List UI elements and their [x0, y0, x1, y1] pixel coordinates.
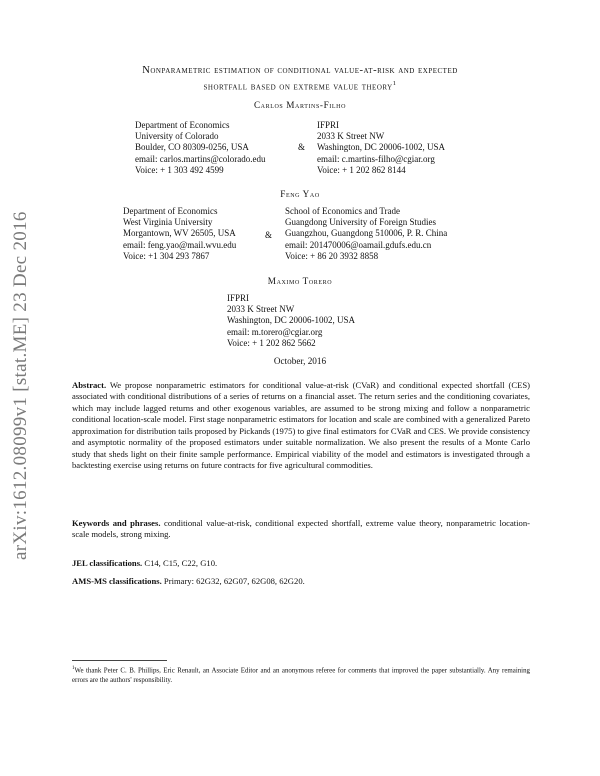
- ampersand-1: &: [298, 142, 306, 152]
- abstract-text: We propose nonparametric estimators for conditional value-at-risk (CVaR) and conditional expected shortfall (CES) associated with conditional distributions of a series of returns on a financial asset. The return series and the conditioning covariates, which may include lagged returns and other exogenous variables, are assumed to be strong mixing and follow a nonparametric conditional location-scale model. First stage nonparametric estimators for location and scale are combined with a generalized Pareto approximation for distribution tails proposed by Pickands (1975) to give final estimators for CVaR and CES. We provide consistency and asymptotic normality of the proposed estimators under suitable normalization. We also present the results of a Monte Carlo study that sheds light on their finite sample performance. Empirical viability of the model and estimators is investigated through a backtesting exercise using returns on future contracts for five agricultural commodities.: [72, 380, 530, 471]
- author-1-email-left: email: carlos.martins@colorado.edu: [135, 153, 266, 164]
- ampersand-2: &: [265, 230, 273, 240]
- author-1-affiliation-right: IFPRI 2033 K Street NW Washington, DC 20006-1002, USA email: c.martins-filho@cgiar.org Voice: + 1 202 862 8144: [317, 120, 446, 175]
- paper-title: [0, 64, 600, 94]
- author-3-affiliation: IFPRI 2033 K Street NW Washington, DC 20006-1002, USA email: m.torero@cgiar.org Voice: + 1 202 862 5662: [227, 293, 356, 348]
- author-name-2: Feng Yao: [280, 189, 320, 199]
- footnote-mark: 1: [72, 666, 75, 671]
- author-1-email-right: email: c.martins-filho@cgiar.org: [317, 153, 435, 164]
- ams-classifications: [72, 576, 530, 587]
- footnote: [72, 664, 530, 685]
- keywords: [72, 518, 530, 541]
- title-line-2: shortfall based on extreme value theory$^1$: [203, 80, 397, 93]
- jel-label: JEL classifications.: [72, 558, 143, 568]
- author-name-3: Maximo Torero: [267, 276, 333, 286]
- jel-text: C14, C15, C22, G10.: [144, 558, 218, 568]
- author-2-affiliation-right: School of Economics and Trade Guangdong University of Foreign Studies Guangzhou, Guangdong 510006, P. R. China email: 201470006@oamail.gdufs.edu.cn Voice: + 86 20 3932 8858: [285, 206, 448, 261]
- author-2-affiliation-left: Department of Economics West Virginia University Morgantown, WV 26505, USA email: feng.yao@mail.wvu.edu Voice: +1 304 293 7867: [123, 206, 237, 261]
- author-1-affiliation-left: Department of Economics University of Colorado Boulder, CO 80309-0256, USA email: carlos.martins@colorado.edu Voice: + 1 303 492 4599: [135, 120, 266, 175]
- author-3-email: email: m.torero@cgiar.org: [227, 326, 323, 337]
- abstract: [72, 380, 530, 472]
- footnote-text: We thank Peter C. B. Phillips, Eric Renault, an Associate Editor and an anonymous referee for comments that improved the paper substantially. Any remaining errors are the authors' responsibility.: [72, 667, 530, 684]
- keywords-text: conditional value-at-risk, conditional expected shortfall, extreme value theory, nonparametric location-scale models, strong mixing.: [72, 518, 530, 540]
- author-2-email-left: email: feng.yao@mail.wvu.edu: [123, 239, 237, 250]
- arxiv-identifier: arXiv:1612.08099v1 [stat.ME] 23 Dec 2016: [10, 211, 31, 560]
- ams-text: Primary: 62G32, 62G07, 62G08, 62G20.: [163, 576, 305, 586]
- keywords-label: Keywords and phrases.: [72, 518, 161, 528]
- paper-date: October, 2016: [273, 356, 327, 366]
- abstract-label: Abstract.: [72, 380, 107, 390]
- ams-label: AMS-MS classifications.: [72, 576, 162, 586]
- jel-classifications: [72, 558, 530, 569]
- author-2-email-right: email: 201470006@oamail.gdufs.edu.cn: [285, 239, 432, 250]
- title-footnote-mark: 1: [392, 80, 397, 87]
- author-name-1: Carlos Martins-Filho: [253, 100, 347, 110]
- title-line-1: Nonparametric estimation of conditional value-at-risk and expected: [142, 65, 458, 76]
- footnote-divider: [72, 660, 167, 661]
